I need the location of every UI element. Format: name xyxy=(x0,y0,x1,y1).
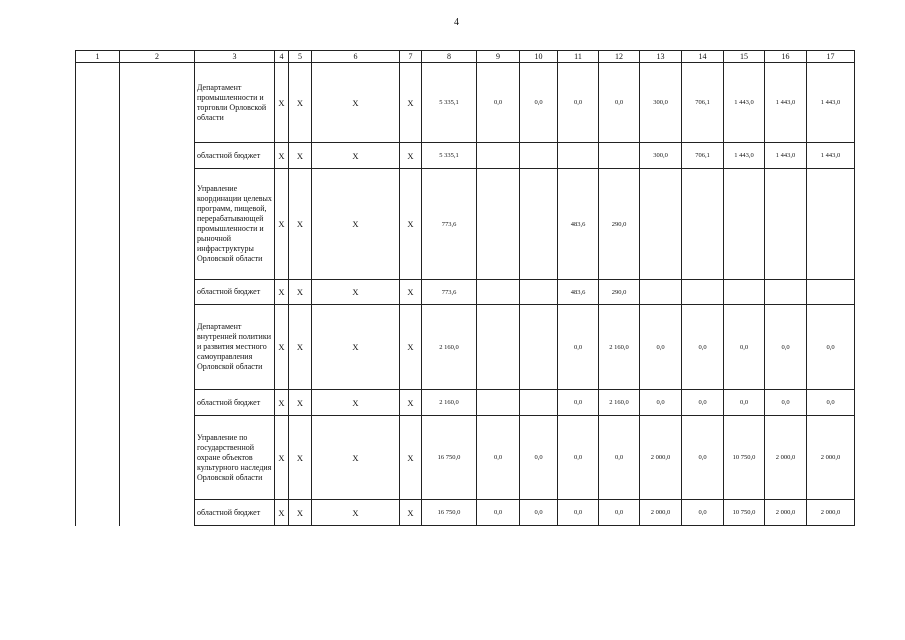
col-14-cell: 0,0 xyxy=(682,500,724,526)
col-17-cell: 0,0 xyxy=(807,390,855,416)
col-8-cell: 16 750,0 xyxy=(422,416,477,500)
col-9-cell: 0,0 xyxy=(477,500,520,526)
col-8-cell: 5 335,1 xyxy=(422,63,477,143)
col-8-cell: 2 160,0 xyxy=(422,305,477,390)
col-9-cell xyxy=(477,390,520,416)
col-4-cell: X xyxy=(275,143,289,169)
col-13-cell xyxy=(640,169,682,280)
column-header-11: 11 xyxy=(558,51,599,63)
col-11-cell: 483,6 xyxy=(558,280,599,305)
column-header-14: 14 xyxy=(682,51,724,63)
col-9-cell xyxy=(477,305,520,390)
col-5-cell: X xyxy=(289,169,312,280)
col-9-cell: 0,0 xyxy=(477,416,520,500)
col-16-cell: 0,0 xyxy=(765,390,807,416)
department-row xyxy=(76,63,855,143)
col-4-cell: X xyxy=(275,390,289,416)
col-12-cell: 0,0 xyxy=(599,63,640,143)
col-12-cell: 290,0 xyxy=(599,280,640,305)
col-13-cell: 2 000,0 xyxy=(640,416,682,500)
col-17-cell: 1 443,0 xyxy=(807,143,855,169)
col-12-cell: 0,0 xyxy=(599,416,640,500)
column-header-9: 9 xyxy=(477,51,520,63)
column-header-15: 15 xyxy=(724,51,765,63)
col-17-cell: 2 000,0 xyxy=(807,416,855,500)
col-8-cell: 16 750,0 xyxy=(422,500,477,526)
executor-name-cell: Департамент внутренней политики и развития местного самоуправления Орловской области xyxy=(195,305,275,390)
col-7-cell: X xyxy=(400,280,422,305)
col-17-cell: 0,0 xyxy=(807,305,855,390)
column-header-4: 4 xyxy=(275,51,289,63)
executor-name-cell: областной бюджет xyxy=(195,500,275,526)
budget-table xyxy=(75,50,855,526)
col-15-cell: 0,0 xyxy=(724,305,765,390)
col-7-cell: X xyxy=(400,416,422,500)
col-5-cell: X xyxy=(289,143,312,169)
col-11-cell: 0,0 xyxy=(558,305,599,390)
col-15-cell: 10 750,0 xyxy=(724,500,765,526)
col-13-cell: 0,0 xyxy=(640,305,682,390)
col-14-cell: 0,0 xyxy=(682,390,724,416)
executor-name-cell: областной бюджет xyxy=(195,280,275,305)
col-9-cell xyxy=(477,280,520,305)
executor-name-cell: Управление по государственной охране объектов культурного наследия Орловской области xyxy=(195,416,275,500)
col-11-cell: 0,0 xyxy=(558,500,599,526)
page-number: 4 xyxy=(454,17,459,28)
col-6-cell: X xyxy=(312,305,400,390)
col-6-cell: X xyxy=(312,143,400,169)
col-6-cell: X xyxy=(312,280,400,305)
col-11-cell: 0,0 xyxy=(558,63,599,143)
col-11-cell: 0,0 xyxy=(558,390,599,416)
col-7-cell: X xyxy=(400,305,422,390)
col-17-cell: 2 000,0 xyxy=(807,500,855,526)
col-4-cell: X xyxy=(275,63,289,143)
col-5-cell: X xyxy=(289,63,312,143)
col-6-cell: X xyxy=(312,416,400,500)
col-8-cell: 773,6 xyxy=(422,280,477,305)
col-16-cell: 0,0 xyxy=(765,305,807,390)
column-header-8: 8 xyxy=(422,51,477,63)
column-header-6: 6 xyxy=(312,51,400,63)
col-7-cell: X xyxy=(400,390,422,416)
col-5-cell: X xyxy=(289,416,312,500)
column-header-5: 5 xyxy=(289,51,312,63)
col-14-cell: 706,1 xyxy=(682,143,724,169)
col-6-cell: X xyxy=(312,169,400,280)
col-10-cell xyxy=(520,390,558,416)
col-6-cell: X xyxy=(312,390,400,416)
col-8-cell: 2 160,0 xyxy=(422,390,477,416)
col-5-cell: X xyxy=(289,390,312,416)
col-16-cell xyxy=(765,280,807,305)
executor-name-cell: областной бюджет xyxy=(195,143,275,169)
col-14-cell xyxy=(682,169,724,280)
col-7-cell: X xyxy=(400,143,422,169)
col-2-cell xyxy=(120,63,195,526)
col-13-cell: 0,0 xyxy=(640,390,682,416)
col-5-cell: X xyxy=(289,500,312,526)
col-16-cell: 2 000,0 xyxy=(765,500,807,526)
col-6-cell: X xyxy=(312,63,400,143)
col-10-cell xyxy=(520,280,558,305)
col-1-cell xyxy=(76,63,120,526)
col-14-cell xyxy=(682,280,724,305)
col-10-cell: 0,0 xyxy=(520,500,558,526)
col-15-cell: 10 750,0 xyxy=(724,416,765,500)
col-14-cell: 706,1 xyxy=(682,63,724,143)
col-7-cell: X xyxy=(400,63,422,143)
col-14-cell: 0,0 xyxy=(682,305,724,390)
col-8-cell: 5 335,1 xyxy=(422,143,477,169)
col-5-cell: X xyxy=(289,280,312,305)
col-11-cell: 0,0 xyxy=(558,416,599,500)
col-16-cell: 1 443,0 xyxy=(765,63,807,143)
col-15-cell: 1 443,0 xyxy=(724,63,765,143)
col-7-cell: X xyxy=(400,500,422,526)
col-16-cell: 2 000,0 xyxy=(765,416,807,500)
column-header-13: 13 xyxy=(640,51,682,63)
col-15-cell xyxy=(724,169,765,280)
column-header-12: 12 xyxy=(599,51,640,63)
col-10-cell: 0,0 xyxy=(520,63,558,143)
col-17-cell xyxy=(807,280,855,305)
executor-name-cell: областной бюджет xyxy=(195,390,275,416)
col-13-cell: 300,0 xyxy=(640,143,682,169)
column-header-3: 3 xyxy=(195,51,275,63)
executor-name-cell: Управление координации целевых программ, пищевой, перерабатывающей промышленности и рыночной инфраструктуры Орловской области xyxy=(195,169,275,280)
col-16-cell xyxy=(765,169,807,280)
col-12-cell: 2 160,0 xyxy=(599,390,640,416)
column-header-7: 7 xyxy=(400,51,422,63)
column-header-1: 1 xyxy=(76,51,120,63)
col-13-cell: 300,0 xyxy=(640,63,682,143)
col-13-cell xyxy=(640,280,682,305)
col-13-cell: 2 000,0 xyxy=(640,500,682,526)
col-12-cell: 0,0 xyxy=(599,500,640,526)
col-10-cell xyxy=(520,169,558,280)
col-5-cell: X xyxy=(289,305,312,390)
col-16-cell: 1 443,0 xyxy=(765,143,807,169)
col-17-cell: 1 443,0 xyxy=(807,63,855,143)
col-4-cell: X xyxy=(275,305,289,390)
column-header-16: 16 xyxy=(765,51,807,63)
col-12-cell: 2 160,0 xyxy=(599,305,640,390)
col-8-cell: 773,6 xyxy=(422,169,477,280)
col-15-cell: 0,0 xyxy=(724,390,765,416)
executor-name-cell: Департамент промышленности и торговли Орловской области xyxy=(195,63,275,143)
col-12-cell xyxy=(599,143,640,169)
col-15-cell: 1 443,0 xyxy=(724,143,765,169)
col-10-cell xyxy=(520,305,558,390)
column-header-2: 2 xyxy=(120,51,195,63)
col-7-cell: X xyxy=(400,169,422,280)
col-4-cell: X xyxy=(275,500,289,526)
col-4-cell: X xyxy=(275,169,289,280)
col-4-cell: X xyxy=(275,280,289,305)
col-17-cell xyxy=(807,169,855,280)
col-11-cell: 483,6 xyxy=(558,169,599,280)
col-4-cell: X xyxy=(275,416,289,500)
col-9-cell xyxy=(477,143,520,169)
column-header-17: 17 xyxy=(807,51,855,63)
col-14-cell: 0,0 xyxy=(682,416,724,500)
col-6-cell: X xyxy=(312,500,400,526)
col-9-cell: 0,0 xyxy=(477,63,520,143)
col-15-cell xyxy=(724,280,765,305)
col-11-cell xyxy=(558,143,599,169)
col-10-cell xyxy=(520,143,558,169)
col-9-cell xyxy=(477,169,520,280)
col-10-cell: 0,0 xyxy=(520,416,558,500)
column-number-row xyxy=(76,51,855,63)
col-12-cell: 290,0 xyxy=(599,169,640,280)
column-header-10: 10 xyxy=(520,51,558,63)
